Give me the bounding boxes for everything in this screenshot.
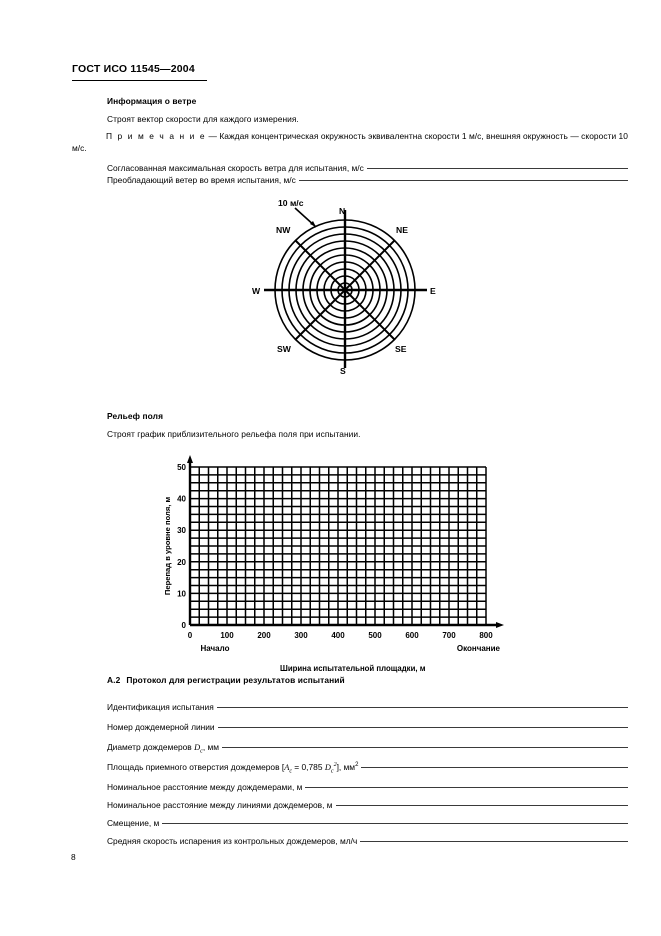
x-tick: 700 bbox=[442, 631, 456, 640]
wind-rose-label-nw: NW bbox=[276, 225, 291, 235]
wind-rose-label-e: E bbox=[430, 286, 436, 296]
note-text: — Каждая концентрическая окружность эквивалентна скорости 1 м/с, внешняя окружность — скорости 10 м/с. bbox=[72, 131, 628, 153]
protocol-section-number: А.2 bbox=[107, 675, 121, 685]
formula-a: A bbox=[284, 763, 290, 772]
field-label: Идентификация испытания bbox=[107, 702, 214, 712]
formula-mid: = 0,785 bbox=[291, 762, 325, 772]
field-agreed-max-wind-speed[interactable] bbox=[107, 163, 628, 173]
y-tick: 50 bbox=[177, 463, 186, 472]
relief-chart bbox=[160, 455, 510, 660]
field-input-rule[interactable] bbox=[360, 841, 628, 842]
field-input-rule[interactable] bbox=[336, 805, 628, 806]
wind-rose-label-s: S bbox=[340, 366, 346, 376]
running-head-rule bbox=[72, 80, 207, 81]
field-label: Преобладающий ветер во время испытания, м/с bbox=[107, 175, 296, 185]
y-tick: 40 bbox=[177, 494, 186, 504]
formula-d: D bbox=[324, 763, 331, 772]
chart-y-axis-title: Перепад в уровне поля, м bbox=[163, 496, 172, 596]
field-input-rule[interactable] bbox=[305, 787, 628, 788]
field-nominal-distance-between-gauges[interactable] bbox=[107, 782, 628, 792]
field-input-rule[interactable] bbox=[217, 707, 628, 708]
chart-start-label: Начало bbox=[200, 644, 230, 653]
chart-annotations bbox=[201, 644, 501, 653]
wind-section-note bbox=[72, 130, 628, 154]
field-raingauge-line-number[interactable] bbox=[107, 722, 628, 732]
y-tick: 10 bbox=[177, 589, 186, 599]
wind-rose-annotation-leader bbox=[295, 208, 316, 227]
field-raingauge-diameter[interactable] bbox=[107, 742, 628, 755]
chart-y-tick-labels bbox=[177, 463, 186, 630]
wind-section-paragraph: Строят вектор скорости для каждого измерения. bbox=[107, 114, 299, 124]
wind-rose-label-se: SE bbox=[395, 344, 407, 354]
field-test-identification[interactable] bbox=[107, 702, 628, 712]
wind-section-title: Информация о ветре bbox=[107, 96, 197, 106]
page-number: 8 bbox=[71, 852, 76, 862]
field-units: , мм bbox=[202, 742, 219, 752]
chart-x-axis-title: Ширина испытательной площадки, м bbox=[280, 664, 426, 673]
field-symbol-sub: с bbox=[200, 748, 203, 755]
field-raingauge-orifice-area[interactable] bbox=[107, 762, 628, 775]
field-label: Номинальное расстояние между дождемерами, м bbox=[107, 782, 303, 792]
field-input-rule[interactable] bbox=[218, 727, 628, 728]
field-average-evaporation-rate[interactable] bbox=[107, 836, 628, 846]
field-input-rule[interactable] bbox=[361, 767, 628, 768]
field-label: Согласованная максимальная скорость ветра для испытания, м/с bbox=[107, 163, 364, 173]
field-nominal-distance-between-lines[interactable] bbox=[107, 800, 628, 810]
protocol-section-title: Протокол для регистрации результатов испытаний bbox=[126, 675, 345, 685]
relief-section-paragraph: Строят график приблизительного рельефа поля при испытании. bbox=[107, 429, 361, 439]
field-label bbox=[107, 742, 222, 755]
field-input-rule[interactable] bbox=[367, 168, 628, 169]
x-tick: 100 bbox=[220, 631, 234, 640]
x-tick: 800 bbox=[479, 631, 493, 640]
field-label-text: Площадь приемного отверстия дождемеров [ bbox=[107, 762, 285, 772]
formula-d-sub: с bbox=[330, 768, 334, 775]
field-input-rule[interactable] bbox=[162, 823, 628, 824]
formula-close: ], мм bbox=[336, 762, 356, 772]
x-tick: 600 bbox=[405, 631, 419, 640]
field-label: Средняя скорость испарения из контрольных дождемеров, мл/ч bbox=[107, 836, 358, 846]
x-tick: 200 bbox=[257, 631, 271, 640]
field-input-rule[interactable] bbox=[299, 180, 628, 181]
wind-rose-label-w: W bbox=[252, 286, 261, 296]
field-offset[interactable] bbox=[107, 818, 628, 828]
chart-end-label: Окончание bbox=[456, 644, 500, 653]
chart-grid-horizontal bbox=[190, 467, 486, 625]
formula-d-sup: 2 bbox=[333, 762, 337, 769]
field-input-rule[interactable] bbox=[222, 747, 628, 748]
field-symbol: D bbox=[194, 743, 201, 752]
field-label-text: Диаметр дождемеров bbox=[107, 742, 192, 752]
field-prevailing-wind[interactable] bbox=[107, 175, 628, 185]
wind-rose-annotation-label: 10 м/с bbox=[278, 198, 304, 208]
wind-rose-figure bbox=[250, 196, 440, 376]
protocol-section-heading bbox=[107, 675, 345, 685]
chart-x-tick-labels bbox=[188, 631, 493, 640]
field-label: Номинальное расстояние между линиями дождемеров, м bbox=[107, 800, 333, 810]
x-tick: 400 bbox=[331, 631, 345, 640]
field-label bbox=[107, 762, 361, 775]
wind-rose-label-sw: SW bbox=[277, 344, 291, 354]
y-tick: 0 bbox=[181, 621, 186, 630]
running-head: ГОСТ ИСО 11545—2004 bbox=[72, 63, 195, 75]
x-tick: 500 bbox=[368, 631, 382, 640]
wind-rose-label-ne: NE bbox=[396, 225, 408, 235]
field-label: Смещение, м bbox=[107, 818, 160, 828]
x-tick: 300 bbox=[294, 631, 308, 640]
relief-section-title: Рельеф поля bbox=[107, 411, 164, 421]
note-label: П р и м е ч а н и е bbox=[106, 131, 207, 141]
y-tick: 20 bbox=[177, 557, 186, 567]
formula-units-sup: 2 bbox=[355, 762, 359, 769]
y-tick: 30 bbox=[177, 526, 186, 536]
wind-rose-label-n: N bbox=[339, 206, 346, 216]
field-label: Номер дождемерной линии bbox=[107, 722, 215, 732]
formula-a-sub: с bbox=[289, 768, 292, 775]
x-tick: 0 bbox=[187, 631, 193, 640]
